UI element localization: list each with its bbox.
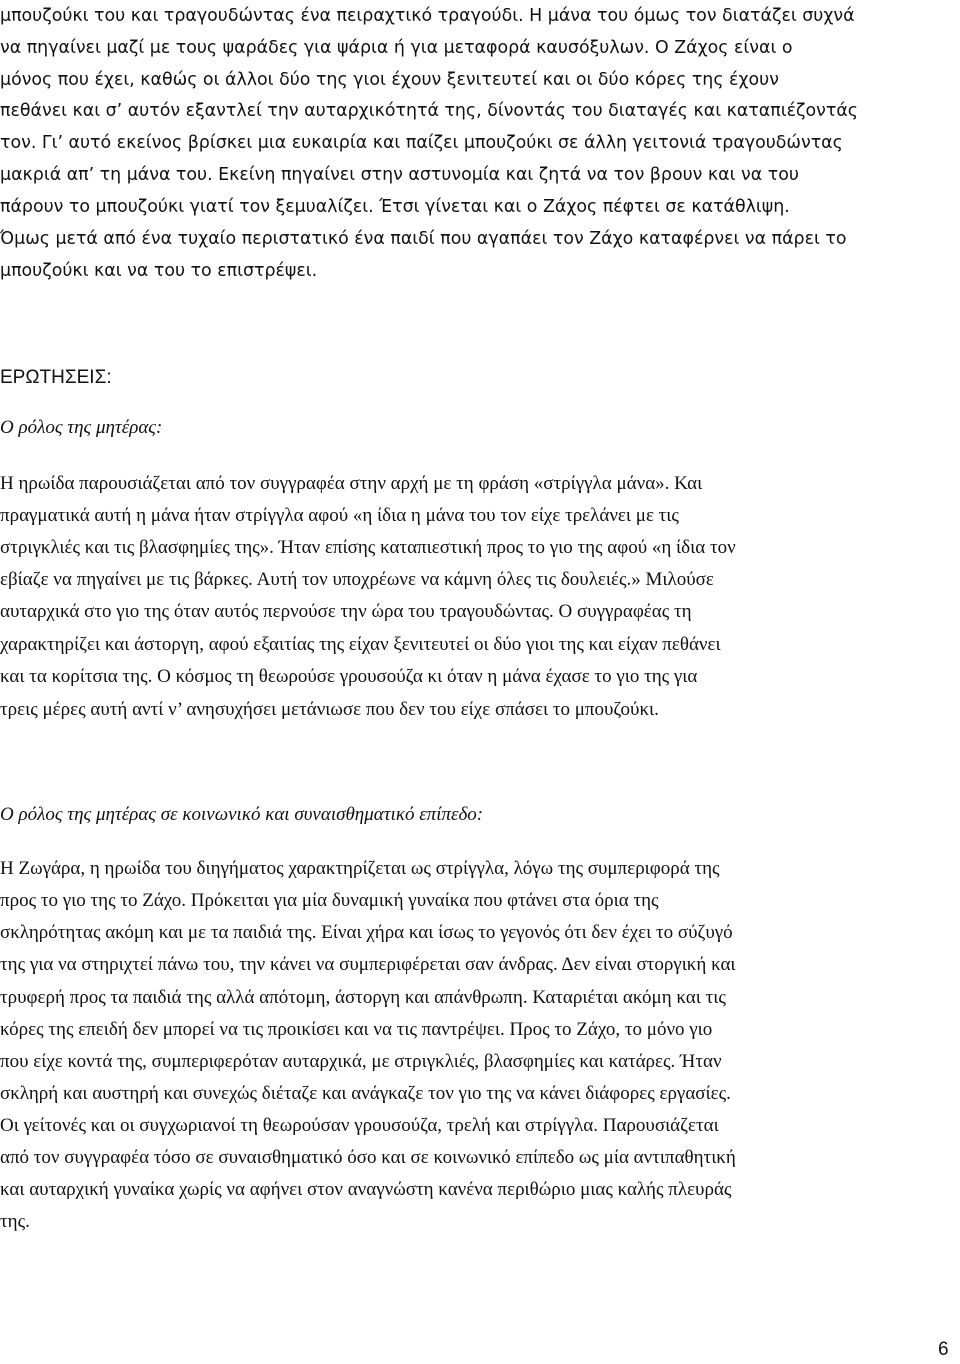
intro-line: μπουζούκι και να του το επιστρέψει. [0, 261, 318, 281]
body-line: από τον συγγραφέα τόσο σε συναισθηματικό όσο και σε κοινωνικό επίπεδο ως μία αντιπαθητική [0, 1147, 736, 1168]
intro-line: μπουζούκι του και τραγουδώντας ένα πειραχτικό τραγούδι. Η μάνα του όμως τον διατάζει συχνά [0, 6, 855, 26]
body-line: και τα κορίτσια της. Ο κόσμος τη θεωρούσε γρουσούζα κι όταν η μάνα έχασε το γιο της για [0, 666, 698, 687]
body-line: αυταρχικά στο γιο της όταν αυτός περνούσε την ώρα του τραγουδώντας. Ο συγγραφέας τη [0, 601, 692, 622]
body-line: κόρες της επειδή δεν μπορεί να τις προικίσει και να τις παντρέψει. Προς το Ζάχο, το μόνο γιο [0, 1019, 713, 1040]
body-line: πραγματικά αυτή η μάνα ήταν στρίγγλα αφού «η ίδια η μάνα του τον είχε τρελάνει με τις [0, 505, 679, 526]
questions-heading: ΕΡΩΤΗΣΕΙΣ: [0, 367, 112, 388]
body-line: σκληρότητας ακόμη και με τα παιδιά της. Είναι χήρα και ίσως το γεγονός ότι δεν έχει το σύζυγό [0, 922, 733, 943]
intro-line: Όμως μετά από ένα τυχαίο περιστατικό ένα παιδί που αγαπάει τον Ζάχο καταφέρνει να πάρει το [0, 229, 847, 249]
intro-line: πάρουν το μπουζούκι γιατί τον ξεμυαλίζει. Έτσι γίνεται και ο Ζάχος πέφτει σε κατάθλιψη. [0, 197, 790, 217]
body-line: Οι γείτονές και οι συγχωριανοί τη θεωρούσαν γρουσούζα, τρελή και στρίγγλα. Παρουσιάζεται [0, 1115, 719, 1136]
intro-line: πεθάνει και σ’ αυτόν εξαντλεί την αυταρχικότητά της, δίνοντάς του διαταγές και καταπιέζοντάς [0, 101, 858, 121]
body-line: σκληρή και αυστηρή και συνεχώς διέταζε και ανάγκαζε τον γιο της να κάνει διάφορες εργασίες. [0, 1083, 731, 1104]
section-title: Ο ρόλος της μητέρας: [0, 417, 163, 438]
intro-line: μακριά απ’ τη μάνα του. Εκείνη πηγαίνει στην αστυνομία και ζητά να τον βρουν και να του [0, 165, 799, 185]
body-line: που είχε κοντά της, συμπεριφερόταν αυταρχικά, με στριγκλιές, βλασφημίες και κατάρες. Ήταν [0, 1051, 722, 1072]
body-line: στριγκλιές και τις βλασφημίες της». Ήταν επίσης καταπιεστική προς το γιο της αφού «η ίδια τον [0, 537, 736, 558]
intro-line: τον. Γι’ αυτό εκείνος βρίσκει μια ευκαιρία και παίζει μπουζούκι σε άλλη γειτονιά τραγουδώντας [0, 133, 843, 153]
body-line: της για να στηριχτεί πάνω του, την κάνει να συμπεριφέρεται σαν άνδρας. Δεν είναι στοργική και [0, 954, 736, 975]
intro-line: να πηγαίνει μαζί με τους ψαράδες για ψάρια ή για μεταφορά καυσόξυλων. Ο Ζάχος είναι ο [0, 38, 793, 58]
page-number: 6 [938, 1339, 949, 1360]
section-title: Ο ρόλος της μητέρας σε κοινωνικό και συναισθηματικό επίπεδο: [0, 804, 484, 825]
body-line: τρυφερή προς τα παιδιά της αλλά απότομη, άστοργη και απάνθρωπη. Καταριέται ακόμη και τις [0, 987, 726, 1008]
body-line: της. [0, 1211, 30, 1232]
body-line: εβίαζε να πηγαίνει με τις βάρκες. Αυτή τον υποχρέωνε να κάμνη όλες τις δουλειές.» Μιλούσε [0, 569, 714, 590]
body-line: Η ηρωίδα παρουσιάζεται από τον συγγραφέα στην αρχή με τη φράση «στρίγγλα μάνα». Και [0, 473, 703, 494]
body-line: τρεις μέρες αυτή αντί ν’ ανησυχήσει μετάνιωσε που δεν του είχε σπάσει το μπουζούκι. [0, 699, 659, 720]
body-line: και αυταρχική γυναίκα χωρίς να αφήνει στον αναγνώστη κανένα περιθώριο μιας καλής πλευράς [0, 1179, 732, 1200]
body-line: χαρακτηρίζει και άστοργη, αφού εξαιτίας της είχαν ξενιτευτεί οι δύο γιοι της και είχαν πεθάνει [0, 634, 721, 655]
body-line: προς το γιο της το Ζάχο. Πρόκειται για μία δυναμική γυναίκα που φτάνει στα όρια της [0, 890, 659, 911]
body-line: Η Ζωγάρα, η ηρωίδα του διηγήματος χαρακτηρίζεται ως στρίγγλα, λόγω της συμπεριφορά της [0, 858, 720, 879]
intro-line: μόνος που έχει, καθώς οι άλλοι δύο της γιοι έχουν ξενιτευτεί και οι δύο κόρες της έχουν [0, 70, 779, 90]
